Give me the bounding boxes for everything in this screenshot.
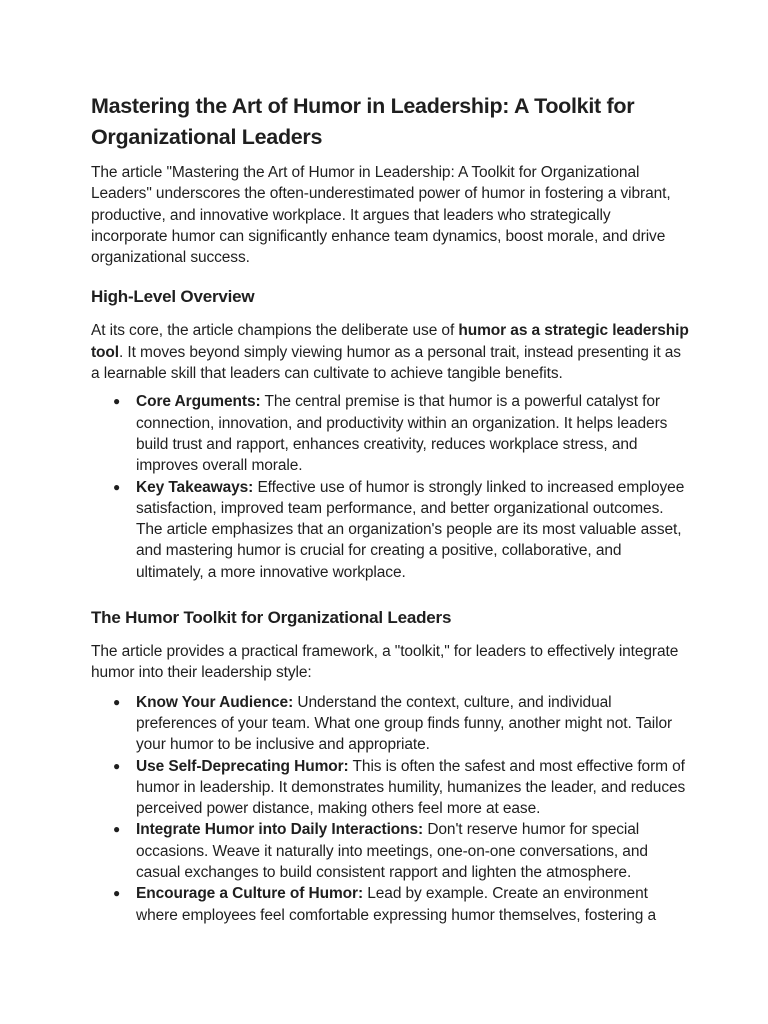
list-item: [91, 819, 691, 883]
list-item-label: Encourage a Culture of Humor:: [136, 885, 364, 903]
list-item: [91, 756, 691, 820]
list-item-text: The central premise is that humor is a powerful catalyst for connection, innovation, and productivity within an organization. It helps leaders build trust and rapport, enhances creativity, reduces workplace stress, and improves overall morale.: [136, 393, 668, 475]
toolkit-heading: The Humor Toolkit for Organizational Leaders: [91, 608, 452, 628]
list-item-text: Lead by example. Create an environment where employees feel comfortable expressing humor themselves, fostering a: [136, 885, 656, 924]
list-item-label: Key Takeaways:: [136, 478, 254, 496]
list-item-label: Use Self-Deprecating Humor:: [136, 757, 349, 775]
list-item-label: Integrate Humor into Daily Interactions:: [136, 821, 424, 839]
toolkit-list: [91, 692, 691, 926]
list-item: [91, 692, 691, 756]
overview-text-start: At its core, the article champions the deliberate use of: [91, 322, 459, 340]
bullet-icon: ●: [113, 822, 121, 837]
bullet-icon: ●: [113, 394, 121, 409]
list-item-text: Effective use of humor is strongly linked to increased employee satisfaction, improved team performance, and better organizational outcomes. The article emphasizes that an organization's people are its most valuable asset, and mastering humor is crucial for creating a positive, collaborative, and ultimately, a more innovative workplace.: [136, 478, 685, 581]
list-item-label: Know Your Audience:: [136, 693, 294, 711]
list-item-text: This is often the safest and most effective form of humor in leadership. It demonstrates humility, humanizes the leader, and reduces perceived power distance, making others feel more at ease.: [136, 757, 686, 818]
overview-text-end: . It moves beyond simply viewing humor as a personal trait, instead presenting it as a learnable skill that leaders can cultivate to achieve tangible benefits.: [91, 343, 681, 383]
list-item: [91, 391, 691, 476]
bullet-icon: ●: [113, 694, 121, 709]
list-item-text: Don't reserve humor for special occasions. Weave it naturally into meetings, one-on-one conversations, and casual exchanges to build consistent rapport and lighten the atmosphere.: [136, 821, 648, 882]
list-item: [91, 477, 691, 583]
bullet-icon: ●: [113, 479, 121, 494]
overview-text-bold: humor as a strategic leadership tool: [91, 322, 689, 361]
toolkit-paragraph: The article provides a practical framework, a "toolkit," for leaders to effectively integrate humor into their leadership style:: [91, 643, 679, 682]
list-item-text: Understand the context, culture, and individual preferences of your team. What one group finds funny, another might not. Tailor your humor to be inclusive and appropriate.: [136, 693, 673, 754]
document-page: [91, 91, 691, 926]
overview-list: [91, 391, 691, 583]
intro-paragraph: The article "Mastering the Art of Humor in Leadership: A Toolkit for Organizational Leaders" underscores the often-underestimated power of humor in fostering a vibrant, productive, and innovative workplace. It argues that leaders who strategically incorporate humor can significantly enhance team dynamics, boost morale, and drive organizational success.: [91, 164, 671, 267]
document-title: Mastering the Art of Humor in Leadership: A Toolkit for Organizational Leaders: [91, 94, 635, 149]
list-item: [91, 883, 691, 926]
overview-paragraph: [91, 320, 691, 384]
bullet-icon: ●: [113, 758, 121, 773]
bullet-icon: ●: [113, 886, 121, 901]
list-item-label: Core Arguments:: [136, 393, 261, 411]
overview-heading: High-Level Overview: [91, 287, 255, 307]
